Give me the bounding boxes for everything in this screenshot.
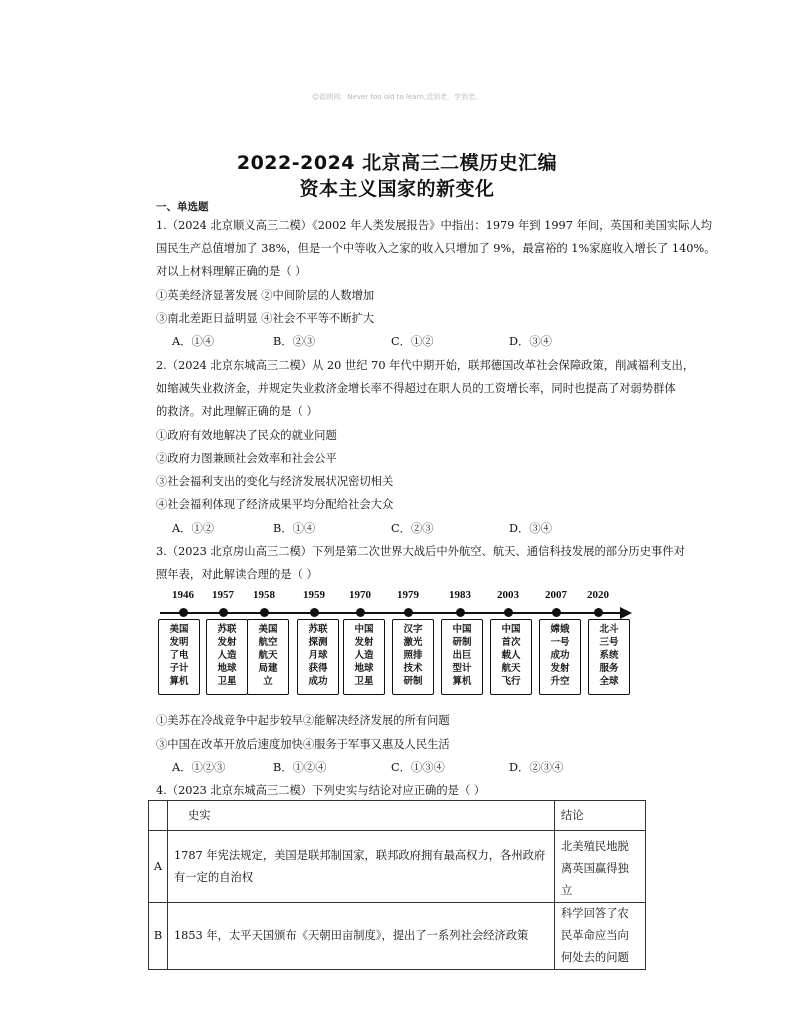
timeline-arrow-icon: [620, 607, 632, 619]
table-cell-fact: 1853 年，太平天国颁布《天朝田亩制度》，提出了一系列社会经济政策: [168, 903, 555, 970]
timeline-event: 苏联 探测 月球 获得 成功: [297, 619, 339, 695]
q3-line: 照年表，对此解读合理的是（ ）: [156, 568, 318, 581]
timeline-dot: [456, 608, 465, 617]
table-row: [149, 831, 646, 903]
q2-statement: ②政府力图兼顾社会效率和社会公平: [156, 452, 337, 465]
q2-line: 如缩减失业救济金，并规定失业救济金增长率不得超过在职人员的工资增长率，同时也提高了对弱势群体: [156, 382, 676, 395]
q2-option-a: A．①②: [172, 522, 215, 535]
timeline-year: 1959: [303, 589, 325, 601]
watermark: ☺源朗网：Never too old to learn,活到老，学到老。: [311, 93, 483, 101]
q1-line: 国民生产总值增加了 38%，但是一个中等收入之家的收入只增加了 9%，最富裕的 1%家庭收入增长了 140%。: [156, 242, 716, 255]
q1-option-a: A．①④: [172, 335, 215, 348]
timeline-year: 1979: [397, 589, 419, 601]
table-cell-fact: 1787 年宪法规定，美国是联邦制国家，联邦政府拥有最高权力，各州政府有一定的自治权: [168, 831, 555, 903]
timeline-event: 北斗 三号 系统 服务 全球: [588, 619, 630, 695]
timeline-dot: [356, 608, 365, 617]
timeline-year: 1957: [212, 589, 234, 601]
timeline-year: 1970: [349, 589, 371, 601]
q1-option-d: D．③④: [509, 335, 552, 348]
table-cell-conclusion: 北美殖民地脱离英国赢得独立: [555, 831, 646, 903]
table-header-cell: 结论: [555, 801, 646, 831]
timeline-dot: [260, 608, 269, 617]
timeline-year: 1958: [253, 589, 275, 601]
timeline-event: 汉字 激光 照排 技术 研制: [392, 619, 434, 695]
q2-option-b: B．①④: [273, 522, 316, 535]
table-cell-key: A: [149, 831, 168, 903]
q3-option-b: B．①②④: [273, 761, 327, 774]
timeline-dot: [219, 608, 228, 617]
q3-line: 3.（2023 北京房山高三二模）下列是第二次世界大战后中外航空、航天、通信科技发展的部分历史事件对: [156, 545, 685, 558]
q2-line: 2.（2024 北京东城高三二模）从 20 世纪 70 年代中期开始，联邦德国改革社会保障政策，削减福利支出，: [156, 359, 695, 372]
timeline-event: 苏联 发射 人造 地球 卫星: [206, 619, 248, 695]
q3-option-d: D．②③④: [509, 761, 564, 774]
timeline-dot: [594, 608, 603, 617]
table-header-cell: [149, 801, 168, 831]
timeline-year: 2020: [587, 589, 609, 601]
section-heading: 一、单选题: [156, 201, 209, 213]
timeline-dot: [179, 608, 188, 617]
table-cell-conclusion: 科学回答了农民革命应当向何处去的问题: [555, 903, 646, 970]
document-title: 2022-2024 北京高三二模历史汇编: [236, 152, 558, 174]
q2-line: 的救济。对此理解正确的是（ ）: [156, 405, 318, 418]
q3-option-c: C．①③④: [391, 761, 445, 774]
q1-option-c: C．①②: [391, 335, 434, 348]
timeline-event: 美国 发明 了电 子计 算机: [158, 619, 200, 695]
timeline-dot: [504, 608, 513, 617]
q1-option-b: B．②③: [273, 335, 316, 348]
q3-statement: ①美苏在冷战竞争中起步较早②能解决经济发展的所有问题: [156, 714, 450, 727]
document-subtitle: 资本主义国家的新变化: [299, 178, 495, 200]
timeline-dot: [310, 608, 319, 617]
timeline-event: 中国 研制 出巨 型计 算机: [441, 619, 483, 695]
timeline-dot: [404, 608, 413, 617]
q2-statement: ①政府有效地解决了民众的就业问题: [156, 429, 337, 442]
timeline-year: 2007: [545, 589, 567, 601]
q2-option-c: C．②③: [391, 522, 434, 535]
timeline-year: 1983: [449, 589, 471, 601]
table-header-row: [149, 801, 646, 831]
q1-line: 对以上材料理解正确的是（ ）: [156, 265, 307, 278]
q2-option-d: D．③④: [509, 522, 552, 535]
timeline-year: 2003: [497, 589, 519, 601]
timeline-year: 1946: [172, 589, 194, 601]
q1-statement: ①英美经济显著发展 ②中间阶层的人数增加: [156, 289, 375, 302]
timeline-event: 中国 发射 人造 地球 卫星: [343, 619, 385, 695]
q1-statement: ③南北差距日益明显 ④社会不平等不断扩大: [156, 312, 375, 325]
q2-statement: ③社会福利支出的变化与经济发展状况密切相关: [156, 475, 394, 488]
timeline-event: 嫦娥 一号 成功 发射 升空: [539, 619, 581, 695]
timeline-figure: [156, 586, 636, 704]
timeline-event: 中国 首次 载人 航天 飞行: [490, 619, 532, 695]
q4-line: 4.（2023 北京东城高三二模）下列史实与结论对应正确的是（ ）: [156, 784, 486, 797]
q2-statement: ④社会福利体现了经济成果平均分配给社会大众: [156, 498, 394, 511]
timeline-dot: [552, 608, 561, 617]
table-header-cell: 史实: [168, 801, 555, 831]
q4-table: [148, 800, 646, 970]
timeline-event: 美国 航空 航天 局建 立: [247, 619, 289, 695]
q1-line: 1.（2024 北京顺义高三二模）《2002 年人类发展报告》中指出：1979 年到 1997 年间，英国和美国实际人均: [156, 219, 713, 232]
table-row: [149, 903, 646, 970]
table-cell-key: B: [149, 903, 168, 970]
q3-statement: ③中国在改革开放后速度加快④服务于军事又惠及人民生活: [156, 738, 450, 751]
q3-option-a: A．①②③: [172, 761, 226, 774]
